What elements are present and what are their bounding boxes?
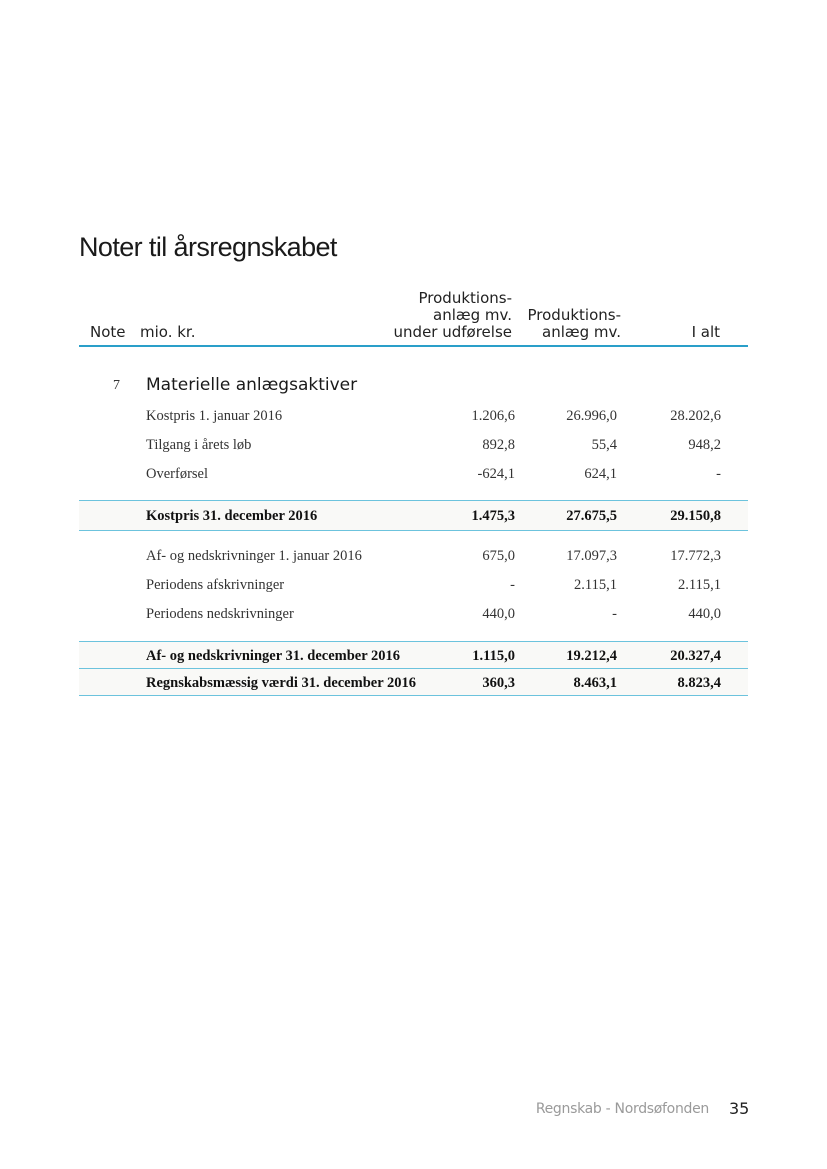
- cell-col2: 55,4: [591, 437, 617, 453]
- header-col2-line1: Produktions-: [527, 306, 621, 324]
- header-col1-line1: Produktions-: [418, 289, 512, 307]
- cell-col1: 892,8: [482, 437, 515, 453]
- footer-text: Regnskab - Nordsøfonden: [535, 1101, 709, 1117]
- rule: [79, 668, 748, 669]
- table-row: [79, 577, 748, 597]
- note-number: 7: [113, 378, 120, 393]
- header-col1-line3: under udførelse: [393, 323, 512, 341]
- cell-col2: 26.996,0: [566, 408, 617, 424]
- cell-col1: -: [510, 577, 515, 593]
- row-label: Tilgang i årets løb: [146, 437, 252, 453]
- cell-col2: -: [612, 606, 617, 622]
- table-row: [79, 606, 748, 626]
- table-row: [79, 548, 748, 568]
- row-label: Kostpris 31. december 2016: [146, 508, 318, 524]
- header-col3: I alt: [691, 323, 720, 341]
- row-label: Af- og nedskrivninger 1. januar 2016: [146, 548, 362, 564]
- cell-col3: -: [716, 466, 721, 482]
- row-label: Overførsel: [146, 466, 209, 482]
- cell-col1: 1.206,6: [471, 408, 515, 424]
- cell-col2: 624,1: [584, 466, 617, 482]
- row-label: Regnskabsmæssig værdi 31. december 2016: [146, 675, 416, 691]
- cell-col3: 2.115,1: [678, 577, 721, 593]
- cell-col2: 2.115,1: [574, 577, 617, 593]
- cell-col2: 27.675,5: [566, 508, 617, 524]
- table-row: [79, 408, 748, 428]
- section-title: Materielle anlægsaktiver: [146, 375, 358, 395]
- header-col2: [501, 307, 621, 341]
- row-label: Periodens afskrivninger: [146, 577, 285, 593]
- header-divider: [79, 345, 748, 347]
- cell-col1: 1.115,0: [472, 648, 515, 664]
- cell-col2: 19.212,4: [566, 648, 617, 664]
- cell-col3: 29.150,8: [670, 508, 721, 524]
- rule: [79, 530, 748, 531]
- cell-col1: 1.475,3: [471, 508, 515, 524]
- cell-col2: 8.463,1: [573, 675, 617, 691]
- cell-col1: -624,1: [477, 466, 515, 482]
- cell-col3: 20.327,4: [670, 648, 721, 664]
- cell-col1: 440,0: [482, 606, 515, 622]
- cell-col3: 28.202,6: [670, 408, 721, 424]
- cell-col2: 17.097,3: [566, 548, 617, 564]
- cell-col1: 360,3: [482, 675, 515, 691]
- cell-col3: 8.823,4: [677, 675, 721, 691]
- cell-col3: 17.772,3: [670, 548, 721, 564]
- total-row: [79, 675, 748, 695]
- row-label: Periodens nedskrivninger: [146, 606, 294, 622]
- table-row: [79, 466, 748, 486]
- row-label: Kostpris 1. januar 2016: [146, 408, 283, 424]
- rule: [79, 695, 748, 696]
- header-col2-line2: anlæg mv.: [542, 323, 621, 341]
- cell-col3: 440,0: [688, 606, 721, 622]
- page-number: 35: [729, 1099, 750, 1118]
- row-label: Af- og nedskrivninger 31. december 2016: [146, 648, 401, 664]
- subtotal-row: [79, 648, 748, 668]
- subtotal-row: [79, 508, 748, 528]
- header-col1: [312, 290, 512, 341]
- cell-col3: 948,2: [688, 437, 721, 453]
- header-unit: mio. kr.: [140, 323, 196, 341]
- header-note: Note: [90, 323, 126, 341]
- cell-col1: 675,0: [482, 548, 515, 564]
- table-row: [79, 437, 748, 457]
- header-col1-line2: anlæg mv.: [433, 306, 512, 324]
- page-title: Noter til årsregnskabet: [79, 232, 337, 262]
